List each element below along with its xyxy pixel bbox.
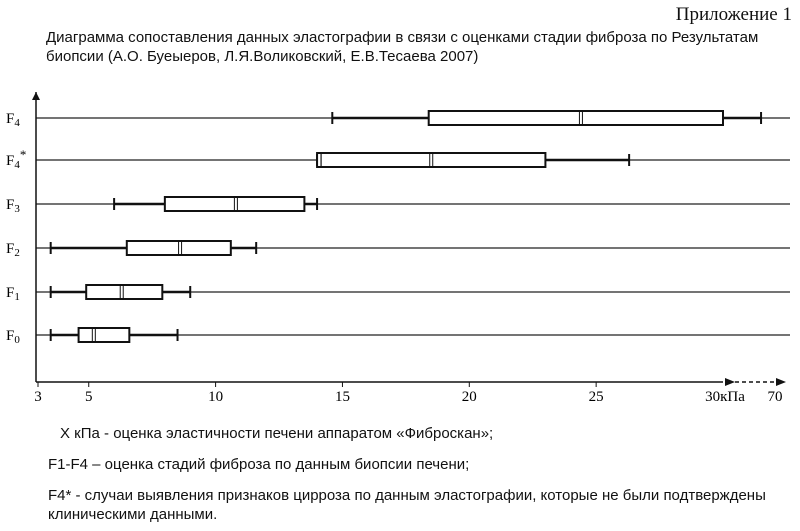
- appendix-label: Приложение 1: [675, 4, 792, 25]
- category-label: $F_3$: [6, 197, 20, 215]
- legend-x-line: X кПа - оценка эластичности печени аппаратом «Фиброскан»;: [60, 425, 494, 442]
- x-tick-label: 25: [588, 389, 604, 405]
- category-label: $F_0$: [6, 328, 20, 346]
- x-end-label: 30кПа: [705, 389, 745, 405]
- box-iqr: [86, 285, 162, 299]
- chart-title: Диаграмма сопоставления данных эластографии в связи с оценками стадии фиброза по Результатам биопсии (А.О. Буеыеров, Л.Я.Воликовский, Е.В.Тесаева 2007): [46, 29, 759, 65]
- category-label: $F_4$: [6, 111, 20, 129]
- x-tick-label: 20: [461, 389, 477, 405]
- box-iqr: [79, 328, 130, 342]
- legend-f4star-line: F4* - случаи выявления признаков цирроза по данным эластографии, которые не были подтверждены клиническими данными.: [48, 487, 766, 523]
- x-axis-arrow: [725, 378, 735, 386]
- category-label: $F_2$: [6, 241, 20, 259]
- x-extension-label: 70: [767, 389, 783, 405]
- x-tick-label: 10: [208, 389, 224, 405]
- category-label: $F_1$: [6, 285, 20, 303]
- box-iqr: [429, 111, 723, 125]
- box-iqr: [317, 153, 545, 167]
- y-axis-arrow: [32, 92, 40, 100]
- x-tick-label: 15: [334, 389, 350, 405]
- x-axis-extension-arrow: [776, 378, 786, 386]
- legend-f-line: F1-F4 – оценка стадий фиброза по данным биопсии печени;: [48, 456, 470, 473]
- category-label: $F_4*$: [6, 147, 27, 171]
- x-tick-label: 3: [34, 389, 42, 405]
- x-tick-label: 5: [84, 389, 93, 405]
